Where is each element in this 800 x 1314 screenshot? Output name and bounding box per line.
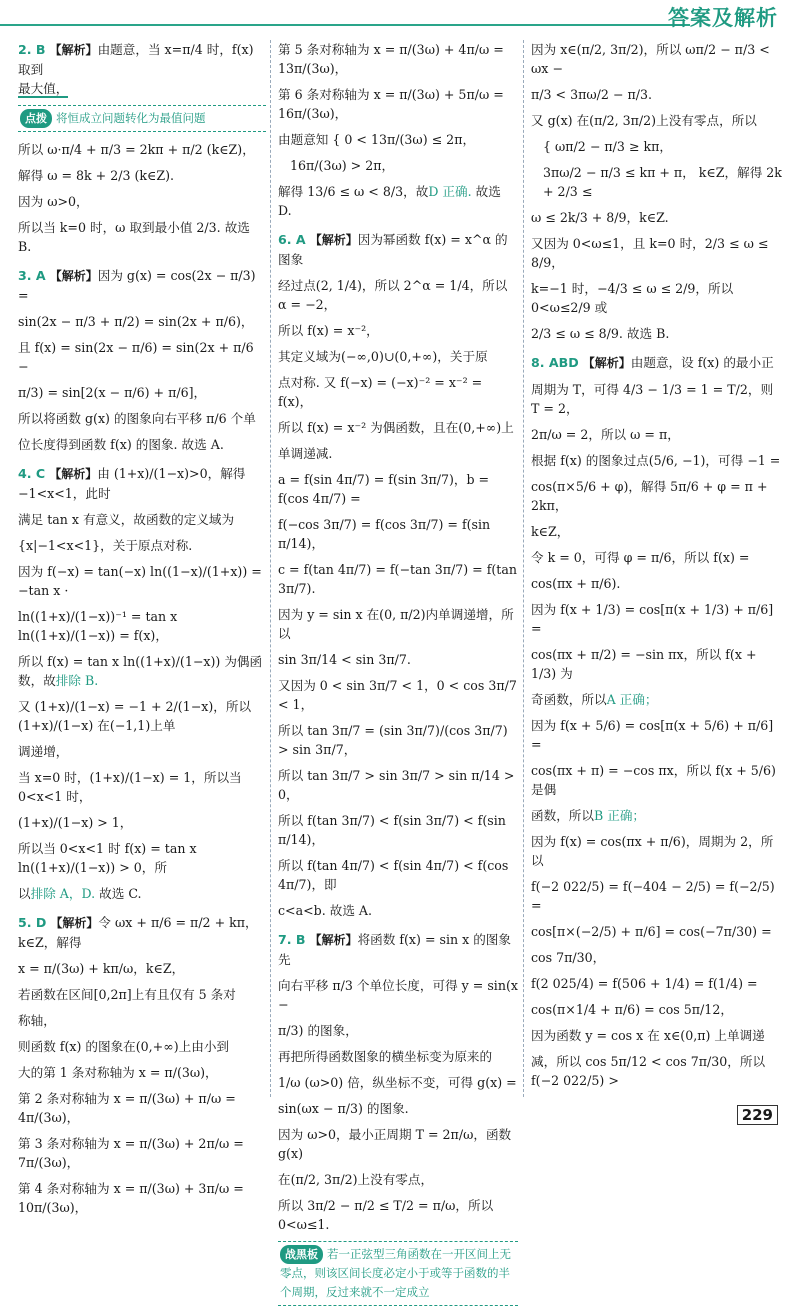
answer-q5: 5. D 【解析】令 ωx + π/6 = π/2 + kπ，k∈Z，解得 x = π/(3ω) + kπ/ω，k∈Z， 若函数在区间[0,2π]上有且仅有 5 条对 称轴， 则函数 f(x) 的图象在(0,+∞)上由小到 大的第 1 条对称轴为 x = π/(3ω)， 第 2 条对称轴为 x = π/(3ω) + π/ω = 4π/(3ω)， 第 3 条对称轴为 x = π/(3ω) + 2π/ω = 7π/(3ω)， 第 4 条对称轴为 x = π/(3ω) + 3π/ω = 10π/(3ω)， — [18, 915, 258, 1215]
column-1 — [18, 40, 266, 1224]
answer-q5-cont: 第 5 条对称轴为 x = π/(3ω) + 4π/ω = 13π/(3ω)， 第 6 条对称轴为 x = π/(3ω) + 5π/ω = 16π/(3ω)， 由题意知 { 0 < 13π/(3ω) ≤ 2π， 16π/(3ω) > 2π， 解得 13/6 ≤ ω < 8/3，故D 正确. 故选 D. — [278, 42, 504, 218]
header-rule — [0, 24, 690, 26]
page-header — [0, 0, 800, 30]
header-title: 答案及解析 — [668, 6, 778, 30]
tip-badge: 点拨 — [20, 109, 52, 128]
answer-q3: 3. A 【解析】因为 g(x) = cos(2x − π/3) = sin(2x − π/3 + π/2) = sin(2x + π/6)， 且 f(x) = sin(2x − π/6) = sin(2x + π/6 − π/3) = sin[2(x − π/6) + π/6]， 所以将函数 g(x) 的图象向右平移 π/6 个单 位长度得到函数 f(x) 的图象. 故选 A. — [18, 268, 256, 452]
answer-q8: 8. ABD 【解析】由题意，设 f(x) 的最小正 周期为 T，可得 4/3 − 1/3 = 1 = T/2，则 T = 2， 2π/ω = 2，所以 ω = π， 根据 f(x) 的图象过点(5/6, −1)，可得 −1 = cos(π×5/6 + φ)，解得 5π/6 + φ = π + 2kπ， k∈Z， 令 k = 0，可得 φ = π/6，所以 f(x) = cos(πx + π/6). 因为 f(x + 1/3) = cos[π(x + 1/3) + π/6] = cos(πx + π/2) = −sin πx，所以 f(x + 1/3) 为 奇函数，所以A 正确； 因为 f(x + 5/6) = cos[π(x + 5/6) + π/6] = cos(πx + π) = −cos πx，所以 f(x + 5/6) 是偶 函数，所以B 正确； 因为 f(x) = cos(πx + π/6)，周期为 2，所以 f(−2 022/5) = f(−404 − 2/5) = f(−2/5) = cos[π×(−2/5) + π/6] = cos(−7π/30) = cos 7π/30， f(2 025/4) = f(506 + 1/4) = f(1/4) = cos(π×1/4 + π/6) = cos 5π/12， 因为函数 y = cos x 在 x∈(0,π) 上单调递 减，所以 cos 5π/12 < cos 7π/30，所以 f(−2 022/5) > — [531, 355, 781, 1088]
answer-q6: 6. A 【解析】因为幂函数 f(x) = x^α 的图象 经过点(2, 1/4)，所以 2^α = 1/4，所以 α = −2， 所以 f(x) = x⁻²， 其定义域为(−∞,0)∪(0,+∞)，关于原 点对称. 又 f(−x) = (−x)⁻² = x⁻² = f(x)， 所以 f(x) = x⁻² 为偶函数，且在(0,+∞)上 单调递减. a = f(sin 4π/7) = f(sin 3π/7)，b = f(cos 4π/7) = f(−cos 3π/7) = f(cos 3π/7) = f(sin π/14)， c = f(tan 4π/7) = f(−tan 3π/7) = f(tan 3π/7). 因为 y = sin x 在(0, π/2)内单调递增，所以 sin 3π/14 < sin 3π/7. 又因为 0 < sin 3π/7 < 1，0 < cos 3π/7 < 1， 所以 tan 3π/7 = (sin 3π/7)/(cos 3π/7) > sin 3π/7， 所以 tan 3π/7 > sin 3π/7 > sin π/14 > 0， 所以 f(tan 3π/7) < f(sin 3π/7) < f(sin π/14)， 所以 f(tan 4π/7) < f(sin 4π/7) < f(cos 4π/7)，即 c<a<b. 故选 A. — [278, 232, 517, 918]
answer-q4: 4. C 【解析】由 (1+x)/(1−x)>0，解得 −1<x<1，此时 满足 tan x 有意义，故函数的定义域为 {x|−1<x<1}，关于原点对称. 因为 f(−x) = tan(−x) ln((1−x)/(1+x)) = −tan x · ln((1+x)/(1−x))⁻¹ = tan x ln((1+x)/(1−x)) = f(x)， 所以 f(x) = tan x ln((1+x)/(1−x)) 为偶函数，故排除 B. 又 (1+x)/(1−x) = −1 + 2/(1−x)，所以 (1+x)/(1−x) 在(−1,1)上单 调递增， 当 x=0 时，(1+x)/(1−x) = 1，所以当 0<x<1 时， (1+x)/(1−x) > 1， 所以当 0<x<1 时 f(x) = tan x ln((1+x)/(1−x)) > 0，所 以排除 A，D. 故选 C. — [18, 466, 263, 901]
column-divider — [523, 40, 524, 1097]
tip-box: 战黑板 若一正弦型三角函数在一开区间上无零点，则该区间长度必定小于或等于函数的半个周期，反过来就不一定成立 — [278, 1241, 518, 1306]
answer-q2: 2. B 【解析】由题意，当 x=π/4 时，f(x)取到 最大值， 点拨 将恒成立问题转化为最值问题 所以 ω·π/4 + π/3 = 2kπ + π/2 (k∈Z)， 解得 ω = 8k + 2/3 (k∈Z). 因为 ω>0， 所以当 k=0 时，ω 取到最小值 2/3. 故选 B. — [18, 40, 266, 256]
tip-badge: 战黑板 — [280, 1245, 323, 1264]
column-divider — [270, 40, 271, 1097]
page-number: 229 — [737, 1105, 778, 1125]
column-2 — [278, 40, 518, 1314]
answer-q7: 7. B 【解析】将函数 f(x) = sin x 的图象先 向右平移 π/3 个单位长度，可得 y = sin(x − π/3) 的图象， 再把所得函数图象的横坐标变为原来的 1/ω (ω>0) 倍，纵坐标不变，可得 g(x) = sin(ωx − π/3) 的图象. 因为 ω>0，最小正周期 T = 2π/ω，函数 g(x) 在(π/2, 3π/2)上没有零点， 所以 3π/2 − π/2 ≤ T/2 = π/ω，所以 0<ω≤1. 战黑板 若一正弦型三角函数在一开区间上无零点，则该区间长度必定小于或等于函数的半个周期，反过来就不一定成立 — [278, 930, 518, 1306]
tip-box: 点拨 将恒成立问题转化为最值问题 — [18, 105, 266, 132]
column-3 — [531, 40, 783, 1097]
answer-q7-cont: 因为 x∈(π/2, 3π/2)，所以 ωπ/2 − π/3 < ωx − π/3 < 3πω/2 − π/3. 又 g(x) 在(π/2, 3π/2)上没有零点，所以 { ωπ/2 − π/3 ≥ kπ， 3πω/2 − π/3 ≤ kπ + π， k∈Z，解得 2k + 2/3 ≤ ω ≤ 2k/3 + 8/9，k∈Z. 又因为 0<ω≤1，且 k=0 时，2/3 ≤ ω ≤ 8/9， k=−1 时，−4/3 ≤ ω ≤ 2/9，所以 0<ω≤2/9 或 2/3 ≤ ω ≤ 8/9. 故选 B. — [531, 42, 782, 341]
